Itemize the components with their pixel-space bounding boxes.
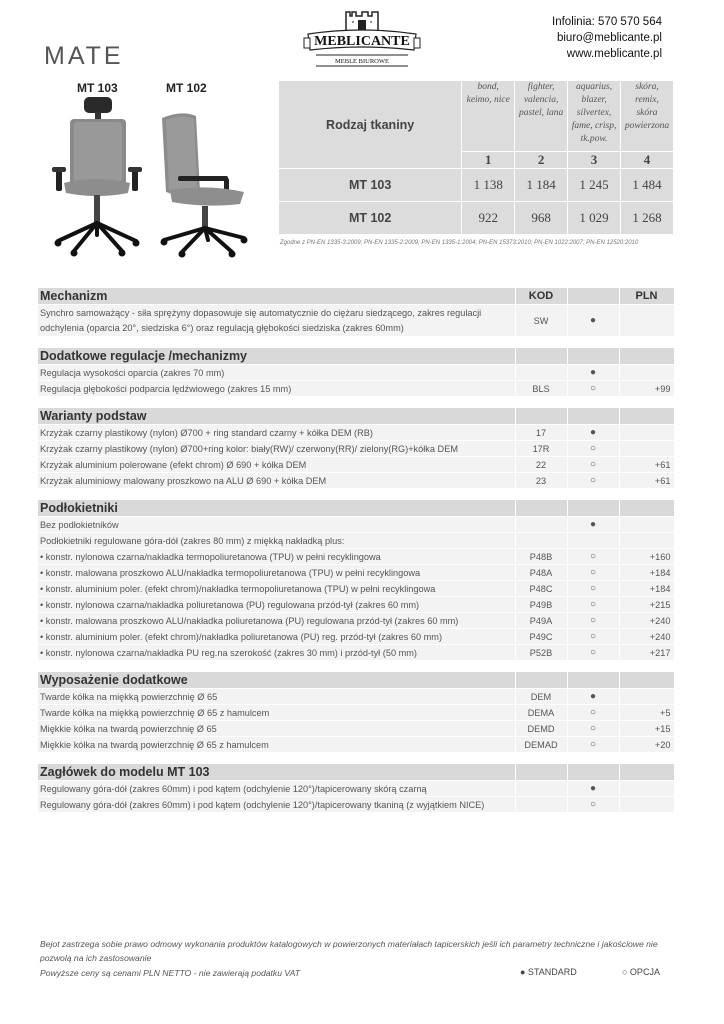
- option-row: [38, 721, 674, 737]
- brand-subtitle: MEBLE BIUROWE: [335, 58, 389, 65]
- option-price: +160: [619, 549, 674, 565]
- option-code: BLS: [515, 381, 567, 397]
- header-blank: [515, 764, 567, 781]
- price-cell: 1 029: [568, 202, 621, 235]
- option-mark: ●: [567, 689, 619, 705]
- header-blank: [619, 408, 674, 425]
- fabric-group-4-names: skóra, remix, skóra powierzona: [621, 81, 674, 152]
- option-code: P49A: [515, 613, 567, 629]
- option-desc: • konstr. malowana proszkowo ALU/nakładka poliuretanowa (PU) regulowana przód-tył (zakres 60 mm): [38, 613, 515, 629]
- option-row: [38, 549, 674, 565]
- option-mark: [567, 533, 619, 549]
- option-row: [38, 797, 674, 813]
- option-row: [38, 781, 674, 797]
- price-cell: 968: [515, 202, 568, 235]
- header-blank: [515, 672, 567, 689]
- option-code: DEMAD: [515, 737, 567, 753]
- column-header-pln: PLN: [619, 288, 674, 305]
- option-mark: ●: [567, 365, 619, 381]
- option-price: +215: [619, 597, 674, 613]
- option-mark: ○: [567, 737, 619, 753]
- option-mark: ○: [567, 613, 619, 629]
- option-row: [38, 457, 674, 473]
- option-desc: • konstr. malowana proszkowo ALU/nakładka termopoliuretanowa (TPU) w pełni recyklingowa: [38, 565, 515, 581]
- option-desc: Regulacja głębokości podparcia lędźwiowego (zakres 15 mm): [38, 381, 515, 397]
- option-row: [38, 737, 674, 753]
- header-blank: [567, 348, 619, 365]
- fabric-group-1-names: bond, keimo, nice: [462, 81, 515, 152]
- option-desc: Regulacja wysokości oparcia (zakres 70 mm): [38, 365, 515, 381]
- option-desc: Krzyżak czarny plastikowy (nylon) Ø700+ring kolor: biały(RW)/ czerwony(RR)/ zielony(RG)+kółka DEM: [38, 441, 515, 457]
- option-desc: Krzyżak aluminium polerowane (efekt chrom) Ø 690 + kółka DEM: [38, 457, 515, 473]
- option-code: [515, 781, 567, 797]
- email-line: biuro@meblicante.pl: [556, 32, 662, 44]
- option-code: [515, 797, 567, 813]
- option-desc: Miękkie kółka na twardą powierzchnię Ø 65: [38, 721, 515, 737]
- legend-standard: ● STANDARD: [520, 967, 577, 977]
- option-row: [38, 629, 674, 645]
- option-mark: ○: [567, 549, 619, 565]
- fabric-group-3-number: 3: [568, 152, 621, 169]
- option-mark: ○: [567, 597, 619, 613]
- option-code: P48A: [515, 565, 567, 581]
- option-mark: ●: [567, 517, 619, 533]
- option-mark: ○: [567, 705, 619, 721]
- brand-logo: [300, 8, 424, 70]
- option-mark: ○: [567, 629, 619, 645]
- option-code: P48C: [515, 581, 567, 597]
- option-desc: • konstr. aluminium poler. (efekt chrom)/nakładka termopoliuretanowa (TPU) w pełni recyklingowa: [38, 581, 515, 597]
- option-price: +15: [619, 721, 674, 737]
- fabric-group-4-number: 4: [621, 152, 674, 169]
- header-blank: [515, 348, 567, 365]
- section-header: [38, 500, 674, 517]
- price-cell: 922: [462, 202, 515, 235]
- option-mark: ●: [567, 781, 619, 797]
- option-desc: • konstr. nylonowa czarna/nakładka termopoliuretanowa (TPU) w pełni recyklingowa: [38, 549, 515, 565]
- price-row-mt102: [279, 202, 674, 235]
- option-price: +61: [619, 457, 674, 473]
- option-desc: • konstr. nylonowa czarna/nakładka poliuretanowa (PU) regulowana przód-tył (zakres 60 mm): [38, 597, 515, 613]
- option-desc: Twarde kółka na miękką powierzchnię Ø 65: [38, 689, 515, 705]
- option-mark: ○: [567, 441, 619, 457]
- option-mark: ○: [567, 381, 619, 397]
- chair-mt103-graphic: [52, 95, 142, 257]
- option-row: [38, 425, 674, 441]
- option-code: [515, 365, 567, 381]
- fabric-type-label: Rodzaj tkaniny: [279, 81, 462, 169]
- option-desc: • konstr. aluminium poler. (efekt chrom)/nakładka poliuretanowa (PU) reg. przód-tył (zakres 60 mm): [38, 629, 515, 645]
- option-row: [38, 613, 674, 629]
- phone-line: Infolinia: 570 570 564: [552, 16, 662, 28]
- section-title: Dodatkowe regulacje /mechanizmy: [38, 348, 515, 365]
- section-dodatkowe-regulacje: [38, 348, 675, 397]
- option-row: [38, 565, 674, 581]
- option-row: [38, 533, 674, 549]
- option-row: [38, 441, 674, 457]
- option-desc: Krzyżak czarny plastikowy (nylon) Ø700 + ring standard czarny + kółka DEM (RB): [38, 425, 515, 441]
- option-code: 17R: [515, 441, 567, 457]
- section-header: [38, 348, 674, 365]
- option-desc: Miękkie kółka na twardą powierzchnię Ø 65 z hamulcem: [38, 737, 515, 753]
- option-price: +20: [619, 737, 674, 753]
- option-row: [38, 689, 674, 705]
- chair-label-mt103: MT 103: [77, 81, 118, 95]
- option-desc: Podłokietniki regulowane góra-dół (zakres 80 mm) z miękką nakładką plus:: [38, 533, 515, 549]
- section-header: [38, 764, 674, 781]
- option-row: [38, 517, 674, 533]
- price-cell: 1 138: [462, 169, 515, 202]
- option-code: [515, 517, 567, 533]
- netto-note: Powyższe ceny są cenami PLN NETTO - nie zawierają podatku VAT: [40, 968, 300, 978]
- section-header: [38, 408, 674, 425]
- option-price: +240: [619, 613, 674, 629]
- price-cell: 1 268: [621, 202, 674, 235]
- header-blank: [619, 500, 674, 517]
- section-header: [38, 672, 674, 689]
- option-price: +184: [619, 581, 674, 597]
- option-code: P48B: [515, 549, 567, 565]
- option-price: [619, 441, 674, 457]
- option-price: [619, 797, 674, 813]
- column-header-mark: [567, 288, 619, 305]
- option-desc: Regulowany góra-dół (zakres 60mm) i pod kątem (odchylenie 120°)/tapicerowany tkaniną (z wyjątkiem NICE): [38, 797, 515, 813]
- option-mark: ○: [567, 581, 619, 597]
- price-cell: 1 184: [515, 169, 568, 202]
- option-code: 17: [515, 425, 567, 441]
- section-mechanizm: [38, 288, 675, 337]
- model-title: MATE: [44, 42, 124, 70]
- price-row-mt103: [279, 169, 674, 202]
- option-desc: Synchro samoważący - siła sprężyny dopasowuje się automatycznie do ciężaru siedzącego, zakres regulacji odchylenia (oparcia 20°, siedziska 6°) oraz regulacją głębokości siedziska (zakres 60mm): [38, 305, 515, 337]
- fabric-group-1-number: 1: [462, 152, 515, 169]
- option-price: +61: [619, 473, 674, 489]
- option-code: 23: [515, 473, 567, 489]
- option-code: DEM: [515, 689, 567, 705]
- section-title: Warianty podstaw: [38, 408, 515, 425]
- option-code: SW: [515, 305, 567, 337]
- section-warianty-podstaw: [38, 408, 675, 489]
- header-blank: [619, 348, 674, 365]
- option-code: P49C: [515, 629, 567, 645]
- option-price: [619, 305, 674, 337]
- option-mark: ●: [567, 425, 619, 441]
- option-row: [38, 473, 674, 489]
- contact-info: [552, 14, 662, 62]
- option-price: +217: [619, 645, 674, 661]
- option-row: [38, 305, 674, 337]
- option-desc: Bez podłokietników: [38, 517, 515, 533]
- option-price: [619, 533, 674, 549]
- option-price: +99: [619, 381, 674, 397]
- option-desc: • konstr. nylonowa czarna/nakładka PU reg.na szerokość (zakres 30 mm) i przód-tył (50 mm): [38, 645, 515, 661]
- option-desc: Krzyżak aluminiowy malowany proszkowo na ALU Ø 690 + kółka DEM: [38, 473, 515, 489]
- option-mark: ○: [567, 797, 619, 813]
- option-row: [38, 381, 674, 397]
- section-title: Podłokietniki: [38, 500, 515, 517]
- section-header: [38, 288, 674, 305]
- norms-note: Zgodne z PN-EN 1335-3:2009; PN-EN 1335-2:2009; PN-EN 1335-1:2004; PN-EN 15373:2010; PN-EN 1022:2007; PN-EN 12520:2010: [280, 240, 639, 246]
- fabric-header-row: [279, 81, 674, 152]
- section-zaglowek: [38, 764, 675, 813]
- option-price: +5: [619, 705, 674, 721]
- section-title: Zagłówek do modelu MT 103: [38, 764, 515, 781]
- option-code: P49B: [515, 597, 567, 613]
- option-code: 22: [515, 457, 567, 473]
- option-price: +184: [619, 565, 674, 581]
- header-blank: [567, 500, 619, 517]
- header-blank: [619, 764, 674, 781]
- header-blank: [515, 500, 567, 517]
- column-header-kod: KOD: [515, 288, 567, 305]
- brand-name: MEBLICANTE: [314, 34, 410, 49]
- option-row: [38, 705, 674, 721]
- option-row: [38, 645, 674, 661]
- option-price: [619, 689, 674, 705]
- option-mark: ○: [567, 565, 619, 581]
- option-price: +240: [619, 629, 674, 645]
- option-mark: ○: [567, 457, 619, 473]
- header-blank: [515, 408, 567, 425]
- section-wyposazenie-dodatkowe: [38, 672, 675, 753]
- website-line: www.meblicante.pl: [566, 48, 662, 60]
- header-blank: [567, 672, 619, 689]
- options-list: [38, 288, 674, 824]
- option-price: [619, 425, 674, 441]
- option-row: [38, 597, 674, 613]
- chair-label-mt102: MT 102: [166, 81, 207, 95]
- section-podlokietniki: [38, 500, 675, 661]
- section-title: Mechanizm: [38, 288, 515, 305]
- fabric-group-3-names: aquarius, blazer, silvertex, fame, crisp, tk.pow.: [568, 81, 621, 152]
- option-code: [515, 533, 567, 549]
- option-code: DEMD: [515, 721, 567, 737]
- price-cell: 1 245: [568, 169, 621, 202]
- chair-mt102-graphic: [152, 108, 248, 258]
- section-title: Wyposażenie dodatkowe: [38, 672, 515, 689]
- option-price: [619, 517, 674, 533]
- chair-image-mt102: [152, 108, 248, 258]
- chair-image-mt103: [52, 95, 142, 257]
- disclaimer-text: Bejot zastrzega sobie prawo odmowy wykonania produktów katalogowych w powierzonych materiałach tapicerskich jeśli ich parametry techniczne i jakościowe nie pozwolą na ich zastosowanie: [40, 939, 658, 963]
- price-row-model: MT 103: [279, 169, 462, 202]
- option-row: [38, 365, 674, 381]
- fabric-price-table: [278, 80, 674, 235]
- option-desc: Twarde kółka na miękką powierzchnię Ø 65 z hamulcem: [38, 705, 515, 721]
- option-mark: ○: [567, 721, 619, 737]
- option-mark: ○: [567, 473, 619, 489]
- option-desc: Regulowany góra-dół (zakres 60mm) i pod kątem (odchylenie 120°)/tapicerowany skórą czarną: [38, 781, 515, 797]
- fabric-group-2-number: 2: [515, 152, 568, 169]
- option-row: [38, 581, 674, 597]
- logo-graphic: [300, 8, 424, 70]
- option-price: [619, 365, 674, 381]
- header-blank: [619, 672, 674, 689]
- option-mark: ○: [567, 645, 619, 661]
- price-row-model: MT 102: [279, 202, 462, 235]
- fabric-group-2-names: fighter, valencia, pastel, lana: [515, 81, 568, 152]
- option-code: DEMA: [515, 705, 567, 721]
- header-blank: [567, 408, 619, 425]
- option-mark: ●: [567, 305, 619, 337]
- option-price: [619, 781, 674, 797]
- header-blank: [567, 764, 619, 781]
- option-code: P52B: [515, 645, 567, 661]
- price-cell: 1 484: [621, 169, 674, 202]
- legend-option: ○ OPCJA: [622, 967, 660, 977]
